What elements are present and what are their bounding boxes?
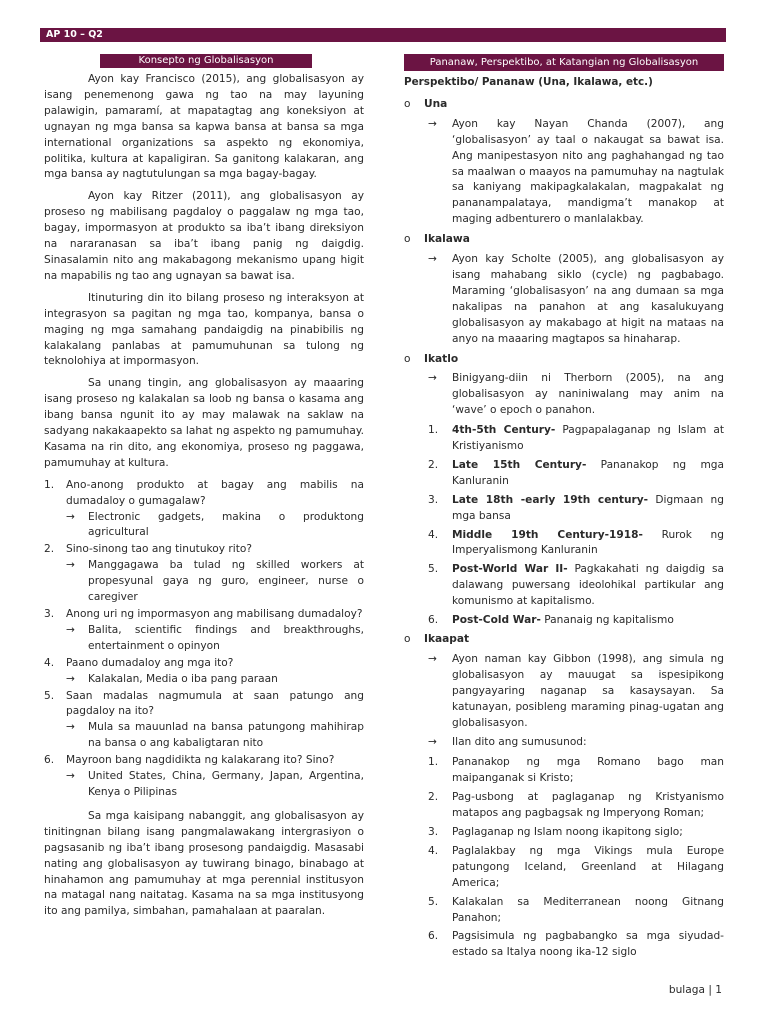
question-text: Saan madalas nagmumula at saan patungo ang pagdaloy na ito? <box>66 689 364 718</box>
arrow-right-icon: → <box>428 253 437 266</box>
origin-text: Kalakalan sa Mediterranean noong Gitnang Panahon; <box>452 895 724 924</box>
question-list <box>44 478 364 801</box>
question-item <box>44 656 364 688</box>
origin-item <box>404 825 724 841</box>
document-header-bar <box>40 28 726 42</box>
ikatlo-text-content: Binigyang-diin ni Therborn (2005), na ang globalisasyon ay naniniwalang may anim na ‘wave’ o epoch o panahon. <box>452 372 724 417</box>
circle-bullet-icon: o <box>404 633 411 645</box>
subsection-una <box>404 97 724 113</box>
period-name: Late 15th Century- <box>452 458 587 471</box>
answer-text: Electronic gadgets, makina o produktong agricultural <box>88 510 364 539</box>
period-name: 4th-5th Century- <box>452 424 556 437</box>
answer-item <box>44 623 364 655</box>
question-item <box>44 607 364 655</box>
period-name: Middle 19th Century-1918- <box>452 528 643 541</box>
origin-text: Paglaganap ng Islam noong ikapitong siglo; <box>452 825 683 838</box>
period-desc: Pagpapalaganap ng Islam at Kristiyanismo <box>452 424 724 453</box>
arrow-right-icon: → <box>428 117 437 130</box>
origin-item <box>404 929 724 961</box>
origin-text: Paglalakbay ng mga Vikings mula Europe patungong Iceland, Greenland at Hilagang America; <box>452 844 724 889</box>
subsection-label: Una <box>424 97 448 110</box>
list-number: 6. <box>428 930 439 943</box>
list-number: 3. <box>428 825 439 838</box>
period-item <box>404 423 724 455</box>
list-number: 5. <box>428 895 439 908</box>
subsection-label: Ikaapat <box>424 633 470 645</box>
list-number: 3. <box>428 493 439 506</box>
ikalawa-text <box>404 252 724 347</box>
list-number: 5. <box>44 689 55 702</box>
list-number: 1. <box>428 756 439 769</box>
paragraph: Itinuturing din ito bilang proseso ng interaksyon at integrasyon sa pagitan ng mga tao, kompanya, bansa o maging ng mga samahang pandaigdig na pinabibilis ng kalakalang panlabas at pamumuhunan sa tulong ng teknolohiya at impormasyon. <box>44 291 364 368</box>
list-number: 6. <box>44 754 55 767</box>
paragraph: Sa unang tingin, ang globalisasyon ay maaaring isang proseso ng kalakalan sa loob ng bansa o kasama ang ibang bansa ngunit ito ay may malawak na saklaw na sadyang nakakaapekto sa lahat ng aspekto ng pamumuhay. Kasama na rin dito, ang ekonomiya, proseso ng paggawa, pamumuhay at kultura. <box>44 377 364 469</box>
list-number: 4. <box>44 656 55 669</box>
ikaapat-text-content: Ayon naman kay Gibbon (1998), ang simula ng globalisasyon ay mauugat sa ispesipikong pangyayaring naganap sa kasaysayan. Sa katunayan, posibleng maraming pinag-ugatan ang globalisasyon. <box>452 652 724 729</box>
right-column <box>404 52 724 964</box>
section-banner-konsepto: Konsepto ng Globalisasyon <box>100 54 312 68</box>
ikaapat-intro <box>404 735 724 751</box>
question-text: Sino-sinong tao ang tinutukoy rito? <box>66 543 252 556</box>
period-name: Post-Cold War- <box>452 614 541 627</box>
arrow-right-icon: → <box>66 559 75 572</box>
list-number: 3. <box>44 608 55 620</box>
period-item <box>404 528 724 560</box>
answer-item <box>44 510 364 542</box>
subsection-ikaapat <box>404 632 724 648</box>
arrow-right-icon: → <box>428 736 437 749</box>
period-desc: Pagkakahati ng daigdig sa dalawang puwersang ideolohikal partikular ang komunismo at kapitalismo. <box>452 563 724 608</box>
subsection-label: Ikatlo <box>424 352 459 365</box>
origin-text: Pagsisimula ng pagbabangko sa mga siyudad-estado sa Italya noong ika-12 siglo <box>452 930 724 959</box>
period-name: Post-World War II- <box>452 563 568 576</box>
list-number: 4. <box>428 528 439 541</box>
question-text: Paano dumadaloy ang mga ito? <box>66 656 234 669</box>
answer-item <box>44 672 364 688</box>
list-number: 1. <box>428 424 439 437</box>
origin-text: Pananakop ng mga Romano bago man maipanganak si Kristo; <box>452 756 724 785</box>
origin-item <box>404 755 724 787</box>
answer-item <box>44 769 364 801</box>
period-item <box>404 562 724 610</box>
question-item <box>44 689 364 753</box>
answer-text: Manggagawa ba tulad ng skilled workers at propesyunal gaya ng guro, engineer, nurse o caregiver <box>88 559 364 604</box>
arrow-right-icon: → <box>66 770 75 783</box>
circle-bullet-icon: o <box>404 233 411 246</box>
origin-item <box>404 895 724 927</box>
period-item <box>404 613 724 629</box>
period-desc: Rurok ng Imperyalismong Kanluranin <box>452 528 724 557</box>
question-text: Mayroon bang nagdidikta ng kalakarang ito? Sino? <box>66 754 335 767</box>
period-desc: Pananaig ng kapitalismo <box>540 614 674 627</box>
origin-item <box>404 844 724 892</box>
answer-text: United States, China, Germany, Japan, Argentina, Kenya o Pilipinas <box>88 770 364 798</box>
answer-item <box>44 558 364 606</box>
una-text-content: Ayon kay Nayan Chanda (2007), ang ‘globalisasyon’ ay taal o nakaugat sa bawat isa. Ang manipestasyon nito ang paghahangad ng tao sa maalwan o maayos na pamumuhay na nagtulak sa kaniyang makipagkalakalan, magpakalat ng pananampalataya, mandigma’t manakop at maging adbenturero o manlalakbay. <box>452 117 724 226</box>
closing-paragraph: Sa mga kaisipang nabanggit, ang globalisasyon ay tinitingnan bilang isang pangmalawakang intergrasiyon o pagsasanib ng iba’t ibang prosesong pandaigdig. Masasabi nating ang globalisasyon ay tuwirang binago, binabago at hinahamon ang pamumuhay at mga perennial institusyon na matagal nang naitatag. Kasama na sa mga institusyong ito ang pamilya, simbahan, pamahalaan at paaralan. <box>44 809 364 918</box>
answer-text: Mula sa mauunlad na bansa patungong mahihirap na bansa o ang kabaligtaran nito <box>88 721 364 750</box>
question-text: Ano-anong produkto at bagay ang mabilis na dumadaloy o gumagalaw? <box>66 478 364 507</box>
origin-item <box>404 790 724 822</box>
ikaapat-intro-content: Ilan dito ang sumusunod: <box>452 736 587 749</box>
question-item <box>44 478 364 542</box>
section-banner-pananaw: Pananaw, Perspektibo, at Katangian ng Globalisasyon <box>404 54 724 71</box>
paragraph: Ayon kay Ritzer (2011), ang globalisasyon ay proseso ng mabilisang pagdaloy o paggalaw ng mga tao, bagay, impormasyon at produkto sa iba’t ibang direksiyon na nararanasan sa iba’t ibang panig ng daigdig. Sinasalamin nito ang makabagong mekanismo upang higit na mapabilis ng tao ang ugnayan sa bawat isa. <box>44 190 364 282</box>
ikatlo-text <box>404 371 724 419</box>
answer-text: Kalakalan, Media o iba pang paraan <box>88 672 278 685</box>
page-footer: bulaga | 1 <box>668 984 722 996</box>
list-number: 2. <box>44 543 55 556</box>
question-text: Anong uri ng impormasyon ang mabilisang dumadaloy? <box>66 608 363 620</box>
subsection-label: Ikalawa <box>424 233 470 246</box>
list-number: 2. <box>428 791 439 804</box>
period-desc: Pananakop ng mga Kanluranin <box>452 458 724 487</box>
arrow-right-icon: → <box>66 721 75 734</box>
period-desc: Digmaan ng mga bansa <box>452 493 724 522</box>
arrow-right-icon: → <box>428 652 437 665</box>
arrow-right-icon: → <box>66 623 75 636</box>
arrow-right-icon: → <box>66 672 75 685</box>
question-item <box>44 753 364 801</box>
ikaapat-text <box>404 652 724 732</box>
ikalawa-text-content: Ayon kay Scholte (2005), ang globalisasyon ay isang mahabang siklo (cycle) ng pagbabago. Maraming ‘globalisasyon’ na ang dumaan sa mga nakalipas na panahon at ang kasalukuyang globalisasyon ay makabago at higit na mataas na anyo na maaaring magtapos sa hinaharap. <box>452 253 724 345</box>
arrow-right-icon: → <box>428 372 437 385</box>
list-number: 1. <box>44 478 55 491</box>
period-item <box>404 458 724 490</box>
paragraph: Ayon kay Francisco (2015), ang globalisasyon ay isang penemenong gawa ng tao na may layuning palawigin, pamaramí, at mapatagtag ang koneksiyon at ugnayan ng mga bansa sa kapwa bansa at bansa sa mga international organizations sa aspekto ng ekonomiya, politika, kultura at kapaligiran. Sa ganitong kalakaran, ang mga bansa ay nagtutulungan sa mga bagay-bagay. <box>44 73 364 181</box>
circle-bullet-icon: o <box>404 352 411 365</box>
una-text <box>404 117 724 228</box>
arrow-right-icon: → <box>66 510 75 523</box>
period-item <box>404 493 724 525</box>
list-number: 6. <box>428 614 439 627</box>
list-number: 5. <box>428 563 439 576</box>
list-number: 2. <box>428 458 439 471</box>
question-item <box>44 542 364 606</box>
circle-bullet-icon: o <box>404 97 411 110</box>
left-column <box>44 52 364 926</box>
perspektibo-title: Perspektibo/ Pananaw (Una, Ikalawa, etc.) <box>404 76 653 88</box>
period-name: Late 18th -early 19th century- <box>452 493 649 506</box>
origin-text: Pag-usbong at paglaganap ng Kristyanismo matapos ang pagbagsak ng Imperyong Roman; <box>452 791 724 820</box>
subsection-ikalawa <box>404 232 724 248</box>
document-header-label: AP 10 – Q2 <box>46 29 103 40</box>
list-number: 4. <box>428 844 439 857</box>
answer-text: Balita, scientific findings and breakthroughs, entertainment o opinyon <box>88 623 364 652</box>
subsection-ikatlo <box>404 352 724 368</box>
answer-item <box>44 720 364 752</box>
